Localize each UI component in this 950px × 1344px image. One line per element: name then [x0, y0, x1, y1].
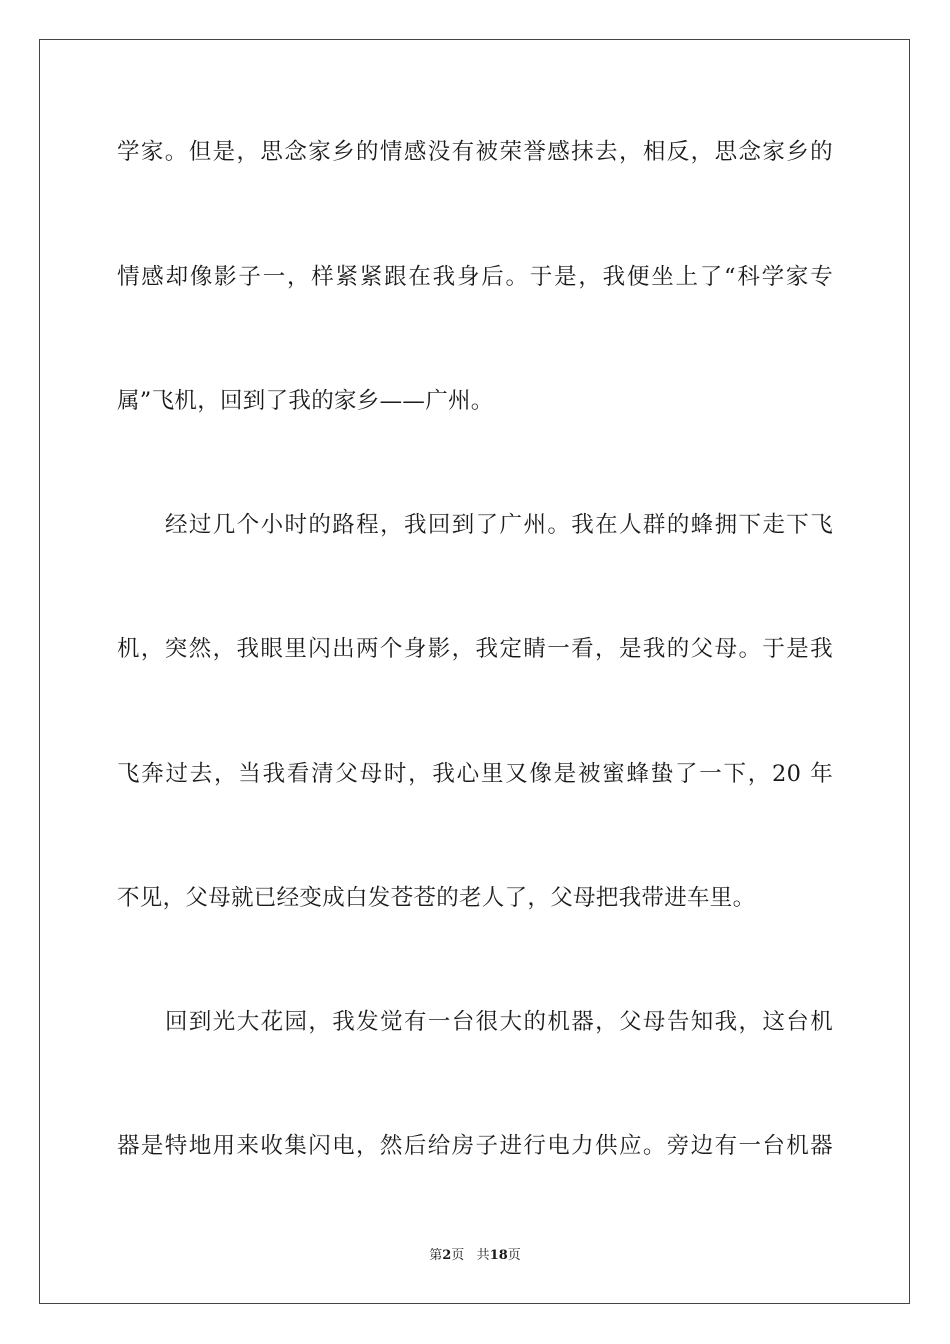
text-line-1: 学家。但是，思念家乡的情感没有被荣誉感抹去，相反，思念家乡的 — [117, 139, 833, 165]
total-pages-number: 18 — [489, 1248, 508, 1263]
text-line-8: 回到光大花园，我发觉有一台很大的机器，父母告知我，这台机 — [165, 1009, 833, 1035]
page-suffix: 页 — [451, 1248, 465, 1263]
text-line-3: 属”飞机，回到了我的家乡——广州。 — [117, 388, 494, 414]
page-footer — [0, 1247, 950, 1265]
text-line-9: 器是特地用来收集闪电，然后给房子进行电力供应。旁边有一台机器 — [117, 1133, 833, 1159]
page-border — [39, 39, 910, 1304]
current-page-number: 2 — [442, 1248, 452, 1263]
text-line-5: 机，突然，我眼里闪出两个身影，我定睛一看，是我的父母。于是我 — [117, 636, 833, 662]
text-line-2: 情感却像影子一，样紧紧跟在我身后。于是，我便坐上了“科学家专 — [117, 264, 833, 290]
text-line-7: 不见，父母就已经变成白发苍苍的老人了，父母把我带进车里。 — [117, 885, 756, 911]
total-suffix: 页 — [507, 1248, 521, 1263]
text-line-4: 经过几个小时的路程，我回到了广州。我在人群的蜂拥下走下飞 — [165, 512, 833, 538]
total-prefix: 共 — [476, 1248, 490, 1263]
text-line-6: 飞奔过去，当我看清父母时，我心里又像是被蜜蜂蛰了一下，20 年 — [117, 761, 833, 787]
page-prefix: 第 — [429, 1248, 443, 1263]
